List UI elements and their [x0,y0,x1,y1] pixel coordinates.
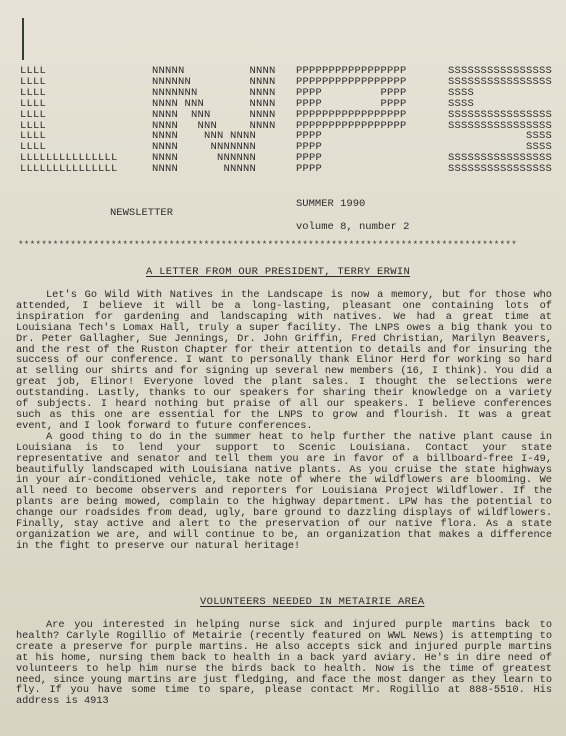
logo-letter-n: NNNNN NNNN NNNNNN NNNN NNNNNNN NNNN NNNN NNN NNNN NNNN NNN NNNN NNNN NNN NNNN NNNN NNN NNNN NNNN NNNNNNN NNNN NNNNNN NNNN NNNNN [152,65,276,176]
logo-letter-s: SSSSSSSSSSSSSSSS SSSSSSSSSSSSSSSS SSSS SSSS SSSSSSSSSSSSSSSS SSSSSSSSSSSSSSSS SSSS SSSS SSSSSSSSSSSSSSSS SSSSSSSSSSSSSSSS [448,65,553,176]
logo-letter-l: LLLL LLLL LLLL LLLL LLLL LLLL LLLL LLLL LLLLLLLLLLLLLLL LLLLLLLLLLLLLLL [20,65,118,176]
volunteers-heading: VOLUNTEERS NEEDED IN METAIRIE AREA [200,596,425,608]
asterisk-divider: ************************************************************************************** [18,239,517,250]
volume-number: volume 8, number 2 [296,221,410,233]
president-letter-heading: A LETTER FROM OUR PRESIDENT, TERRY ERWIN [146,266,411,278]
newsletter-label: NEWSLETTER [110,207,174,219]
president-letter-body [16,290,552,552]
volunteers-body [16,620,552,707]
volunteers-paragraph: Are you interested in helping nurse sick and injured purple martins back to health? Carlyle Rogillio of Metairie (recently featured on WWL News) is attempting to create a preserve for purple martins. He also accepts sick and injured purple martins at his home, nursing them back to health in a back yard aviary. He's in dire need of volunteers to help him nurse the birds back to health. Now is the time of greatest need, since young martins are just fledging, and face the most danger as they learn to fly. If you have some time to spare, please contact Mr. Rogillio at 888-5510. His address is 4913 [16,619,552,708]
lnps-block-letter-logo [20,66,560,186]
president-letter-paragraph: Let's Go Wild With Natives in the Landscape is now a memory, but for those who attended, I believe it will be a long-lasting, pleasant one containing lots of inspiration for gardening and landscaping with natives. We had a great time at Louisiana Tech's Lomax Hall, truly a super facility. The LNPS owes a big thank you to Dr. Peter Gallagher, Sue Jennings, Dr. John Griffin, Fred Christian, Marilyn Beavers, and the rest of the Ruston Chapter for their attention to details and for insuring the success of our conference. I want to personally thank Elinor Herd for working so hard at selling our shirts and for signing up several new members (16, I think). You did a great job, Elinor! Everyone loved the plant sales. I thought the selections were outstanding. Lastly, thanks to our speakers for sharing their knowledge on a variety of subjects. I heard nothing but praise of all our speakers. I believe conferences such as this one are essential for the LNPS to grow and flourish. It was a great event, and I look forward to future conferences. [16,289,552,432]
binding-mark [22,18,24,60]
president-letter-paragraph: A good thing to do in the summer heat to help further the native plant cause in Louisiana is to lend your support to Scenic Louisiana. Contact your state representative and senator and tell them you are in favor of a billboard-free I-49, beautifully landscaped with Louisiana native plants. As you cruise the state highways in your air-conditioned vehicle, take note of where the wildflowers are blooming. We all need to become observers and reporters for Louisiana Project Wildflower. If the plants are being mowed, complain to the highway department. LPW has the potential to change our roadsides from dead, ugly, bare ground to dazzling displays of wildflowers. Finally, stay active and alert to the preservation of our native flora. As a state organization we are, and will continue to be, an organization that makes a difference in the fight to preserve our natural heritage! [16,430,552,552]
logo-letter-p: PPPPPPPPPPPPPPPPP PPPPPPPPPPPPPPPPP PPPP PPPP PPPP PPPP PPPPPPPPPPPPPPPPP PPPPPPPPPPPPPPPPP PPPP PPPP PPPP PPPP [296,65,407,176]
issue-date: SUMMER 1990 [296,198,366,210]
